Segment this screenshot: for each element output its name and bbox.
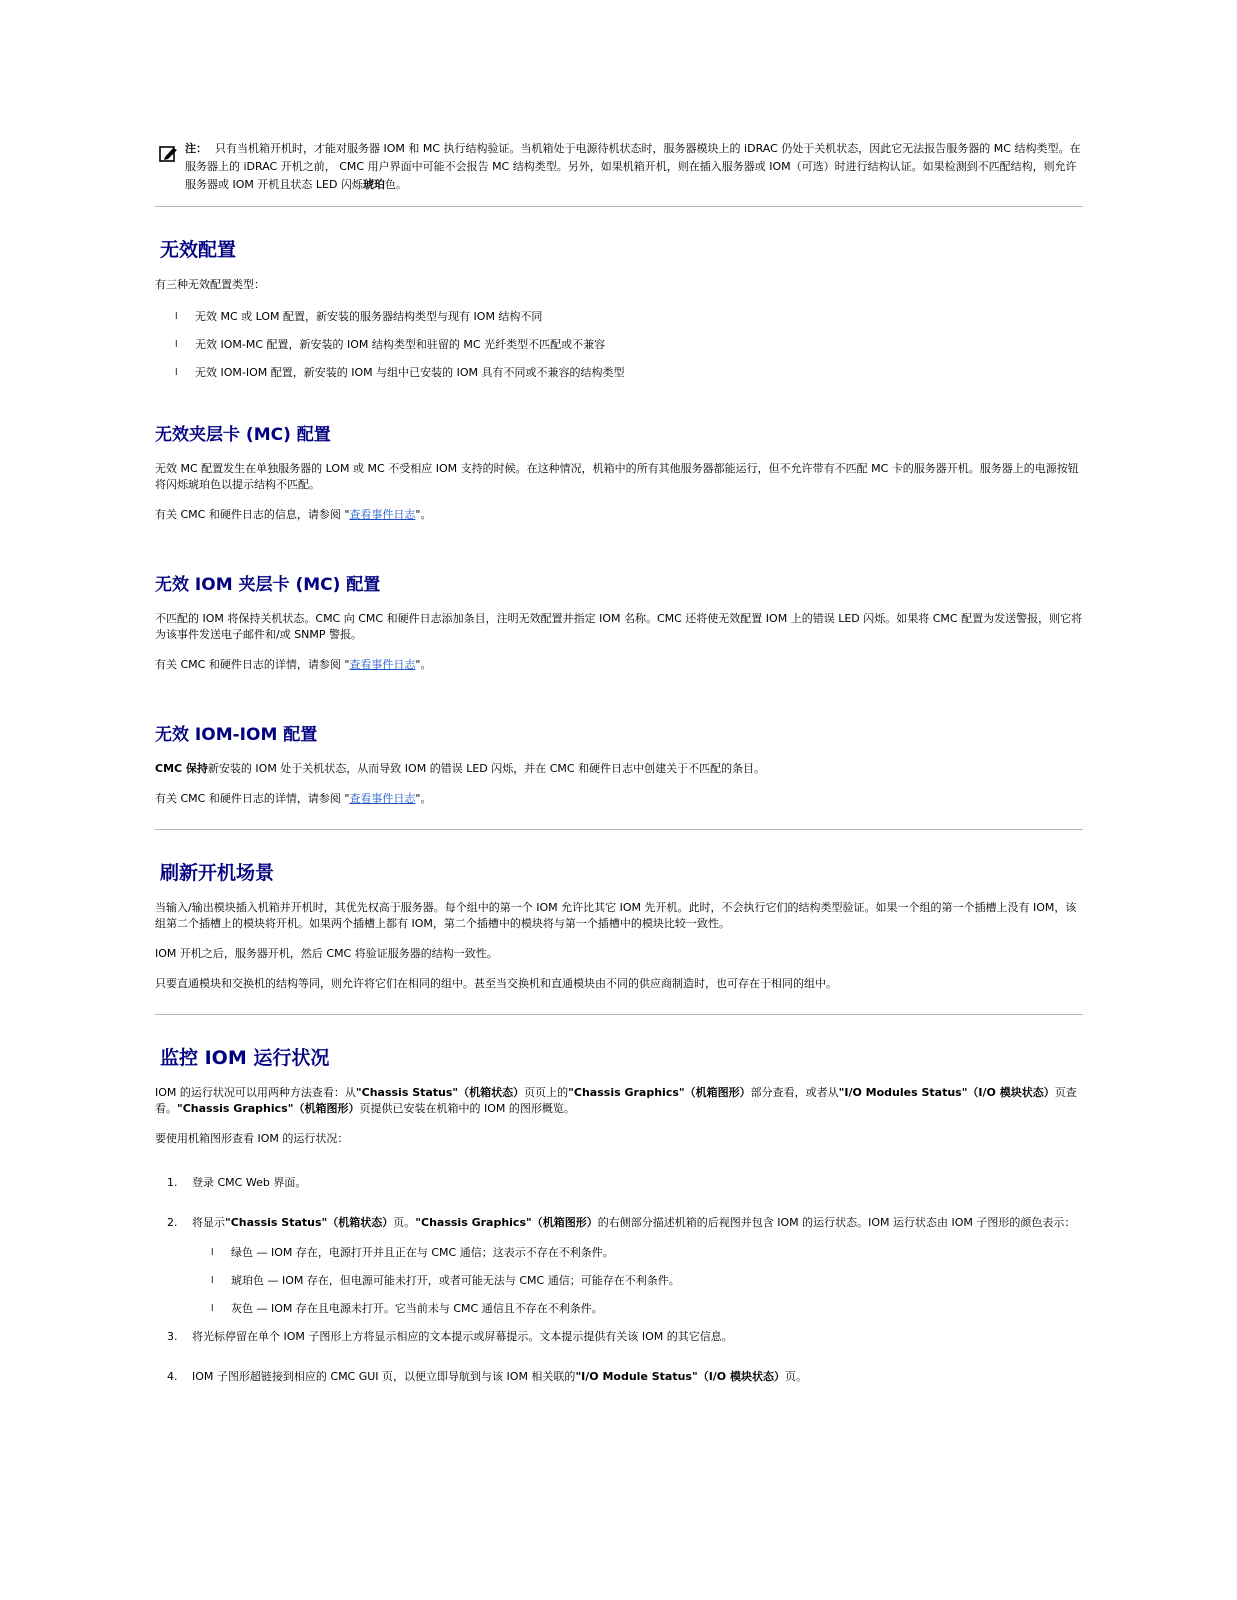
list-item	[155, 1273, 1083, 1289]
list-item	[155, 337, 1083, 353]
invalid-iom-iom-reference	[155, 791, 1083, 807]
ui-term: "I/O Module Status"（I/O 模块状态）	[575, 1370, 785, 1383]
note-emphasis: 琥珀	[362, 178, 385, 191]
step-item	[155, 1329, 1083, 1345]
step-text: 页。	[785, 1370, 807, 1383]
list-item-text: 灰色 — IOM 存在且电源未打开。它当前未与 CMC 通信且不存在不利条件。	[231, 1302, 603, 1315]
step-number: 3.	[167, 1330, 178, 1343]
body-text: 新安装的 IOM 处于关机状态，从而导致 IOM 的错误 LED 闪烁，并在 CMC 和硬件日志中创建关于不匹配的条目。	[207, 762, 766, 775]
reference-text: 有关 CMC 和硬件日志的详情，请参阅 "	[155, 658, 350, 671]
step-text: 将显示	[192, 1216, 225, 1229]
invalid-iom-iom-body	[155, 761, 1083, 777]
bullet-marker: l	[175, 340, 178, 350]
bullet-marker: l	[211, 1276, 214, 1286]
step-number: 4.	[167, 1370, 178, 1383]
section-title-invalid-config: 无效配置	[160, 239, 237, 261]
reference-text-end: "。	[415, 508, 432, 521]
list-item	[155, 1245, 1083, 1261]
note-label: 注：	[185, 142, 207, 155]
step-number: 1.	[167, 1176, 178, 1189]
monitor-paragraph-2: 要使用机箱图形查看 IOM 的运行状况：	[155, 1132, 349, 1145]
list-item	[155, 309, 1083, 325]
reference-text: 有关 CMC 和硬件日志的详情，请参阅 "	[155, 792, 350, 805]
note-text: 只有当机箱开机时，才能对服务器 IOM 和 MC 执行结构验证。当机箱处于电源待机状态时，服务器模块上的 iDRAC 仍处于关机状态，因此它无法报告服务器的 MC 结构类型。在服务器上的 iDRAC 开机之前， CMC 用户界面中可能不会报告 MC 结构类型。另外，如果机箱开机，则在插入服务器或 IOM（可选）时进行结构认证。如果检测到不匹配结构，则允许服务器或 IOM 开机且状态 LED 闪烁	[185, 142, 1081, 191]
ui-term: "I/O Modules Status"（I/O 模块状态）	[838, 1086, 1055, 1099]
step-item	[155, 1369, 1083, 1385]
reference-text-end: "。	[415, 658, 432, 671]
list-item	[155, 365, 1083, 381]
list-item-text: 无效 IOM-IOM 配置，新安装的 IOM 与组中已安装的 IOM 具有不同或不兼容的结构类型	[195, 366, 625, 379]
view-event-log-link[interactable]: 查看事件日志	[349, 508, 416, 521]
bullet-marker: l	[211, 1248, 214, 1258]
bullet-marker: l	[211, 1304, 214, 1314]
step-text: 登录 CMC Web 界面。	[192, 1176, 307, 1189]
invalid-iom-mc-reference	[155, 657, 1083, 673]
invalid-config-intro: 有三种无效配置类型：	[155, 278, 265, 291]
section-title-invalid-iom-iom: 无效 IOM-IOM 配置	[155, 725, 318, 745]
document-page	[155, 140, 1083, 1385]
list-item-text: 无效 MC 或 LOM 配置，新安装的服务器结构类型与现有 IOM 结构不同	[195, 310, 543, 323]
invalid-mc-body: 无效 MC 配置发生在单独服务器的 LOM 或 MC 不受相应 IOM 支持的时候。在这种情况，机箱中的所有其他服务器都能运行，但不允许带有不匹配 MC 卡的服务器开机。服务器上的电源按钮将闪烁琥珀色以提示结构不匹配。	[155, 462, 1079, 491]
divider	[155, 206, 1083, 207]
ui-term: "Chassis Graphics"（机箱图形）	[177, 1102, 360, 1115]
divider	[155, 829, 1083, 830]
reference-text: 有关 CMC 和硬件日志的信息，请参阅 "	[155, 508, 350, 521]
ui-term: "Chassis Status"（机箱状态）	[225, 1216, 394, 1229]
note-pencil-icon	[159, 144, 179, 164]
section-title-invalid-iom-mc: 无效 IOM 夹层卡 (MC) 配置	[155, 575, 381, 595]
note-box	[155, 140, 1083, 194]
text: 页提供已安装在机箱中的 IOM 的图形概览。	[359, 1102, 575, 1115]
monitor-steps-continued	[155, 1329, 1083, 1385]
step-text: 将光标停留在单个 IOM 子图形上方将显示相应的文本提示或屏幕提示。文本提示提供有关该 IOM 的其它信息。	[192, 1330, 733, 1343]
refresh-paragraph-3: 只要直通模块和交换机的结构等同，则允许将它们在相同的组中。甚至当交换机和直通模块由不同的供应商制造时，也可存在于相同的组中。	[155, 977, 837, 990]
list-item-text: 琥珀色 — IOM 存在，但电源可能未打开，或者可能无法与 CMC 通信；可能存在不利条件。	[231, 1274, 680, 1287]
bullet-marker: l	[175, 312, 178, 322]
step-number: 2.	[167, 1216, 178, 1229]
invalid-config-list	[155, 309, 1083, 381]
invalid-iom-mc-body: 不匹配的 IOM 将保持关机状态。CMC 向 CMC 和硬件日志添加条目，注明无效配置并指定 IOM 名称。CMC 还将使无效配置 IOM 上的错误 LED 闪烁。如果将 CMC 配置为发送警报，则它将为该事件发送电子邮件和/或 SNMP 警报。	[155, 612, 1083, 641]
text: 页页上的	[524, 1086, 569, 1099]
ui-term: "Chassis Graphics"（机箱图形）	[415, 1216, 598, 1229]
view-event-log-link[interactable]: 查看事件日志	[349, 658, 416, 671]
step-item	[155, 1175, 1083, 1191]
text: 页查看。	[155, 1086, 1077, 1115]
ui-term: "Chassis Status"（机箱状态）	[355, 1086, 525, 1099]
ui-term: "Chassis Graphics"（机箱图形）	[568, 1086, 751, 1099]
section-title-monitor-iom: 监控 IOM 运行状况	[160, 1047, 330, 1069]
body-emphasis: CMC 保持	[155, 762, 208, 775]
step-text: IOM 子图形超链接到相应的 CMC GUI 页，以便立即导航到与该 IOM 相关联的	[192, 1370, 576, 1383]
monitor-paragraph-1	[155, 1085, 1083, 1117]
list-item-text: 无效 IOM-MC 配置，新安装的 IOM 结构类型和驻留的 MC 光纤类型不匹配或不兼容	[195, 338, 606, 351]
bullet-marker: l	[175, 368, 178, 378]
refresh-paragraph-1: 当输入/输出模块插入机箱并开机时，其优先权高于服务器。每个组中的第一个 IOM 允许比其它 IOM 先开机。此时，不会执行它们的结构类型验证。如果一个组的第一个插槽上没有 IOM，该组第二个插槽上的模块将开机。如果两个插槽上都有 IOM，第二个插槽中的模块将与第一个插槽中的模块比较一致性。	[155, 901, 1077, 930]
note-text-end: 色。	[384, 178, 407, 191]
divider	[155, 1014, 1083, 1015]
text: 部分查看，或者从	[750, 1086, 839, 1099]
view-event-log-link[interactable]: 查看事件日志	[349, 792, 416, 805]
section-title-refresh-power-on: 刷新开机场景	[160, 862, 275, 884]
section-title-invalid-mc: 无效夹层卡 (MC) 配置	[155, 425, 331, 445]
monitor-steps	[155, 1175, 1083, 1231]
step-text: 页。	[393, 1216, 416, 1229]
list-item-text: 绿色 — IOM 存在，电源打开并且正在与 CMC 通信；这表示不存在不利条件。	[231, 1246, 614, 1259]
list-item	[155, 1301, 1083, 1317]
reference-text-end: "。	[415, 792, 432, 805]
text: IOM 的运行状况可以用两种方法查看：从	[155, 1086, 356, 1099]
step-item	[155, 1215, 1083, 1231]
refresh-paragraph-2: IOM 开机之后，服务器开机，然后 CMC 将验证服务器的结构一致性。	[155, 947, 498, 960]
iom-color-list	[155, 1245, 1083, 1317]
step-text: 的右侧部分描述机箱的后视图并包含 IOM 的运行状态。IOM 运行状态由 IOM 子图形的颜色表示：	[597, 1216, 1076, 1229]
invalid-mc-reference	[155, 507, 1083, 523]
